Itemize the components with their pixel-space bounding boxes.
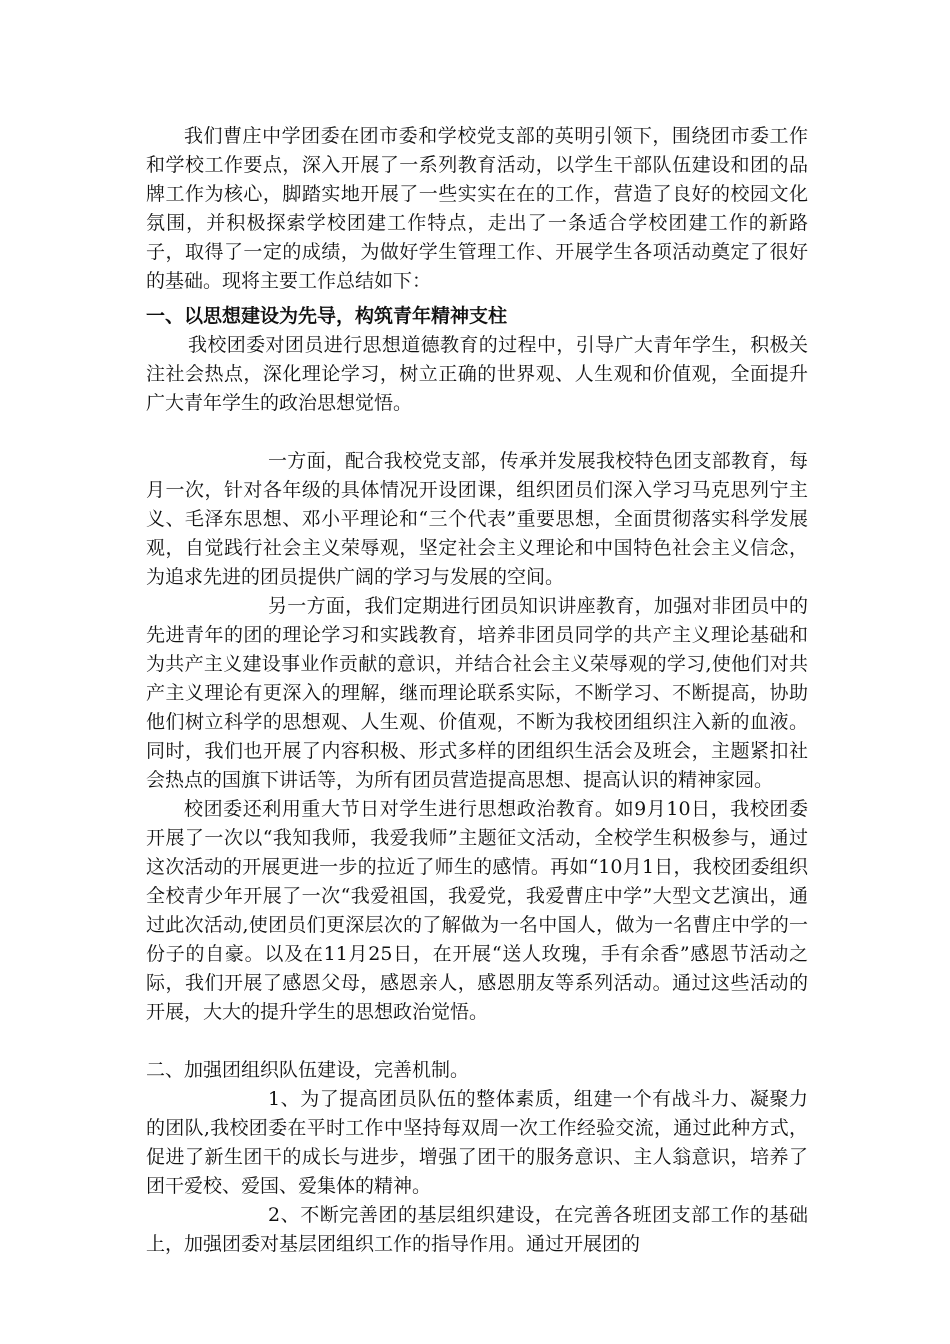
section-2-paragraph-2: 2、不断完善团的基层组织建设，在完善各班团支部工作的基础上，加强团委对基层团组织工作的指导作用。通过开展团的 <box>146 1204 808 1255</box>
section-1-paragraph-2: 一方面，配合我校党支部，传承并发展我校特色团支部教育，每月一次，针对各年级的具体情况开设团课，组织团员们深入学习马克思列宁主义、毛泽东思想、邓小平理论和“三个代表”重要思想，全面贯彻落实科学发展观，自觉践行社会主义荣辱观，坚定社会主义理论和中国特色社会主义信念，为追求先进的团员提供广阔的学习与发展的空间。 <box>146 450 808 588</box>
blank-line <box>146 418 808 447</box>
section-2-heading: 二、加强团组织队伍建设，完善机制。 <box>146 1059 470 1081</box>
section-1-paragraph-1: 我校团委对团员进行思想道德教育的过程中，引导广大青年学生，积极关注社会热点，深化理论学习，树立正确的世界观、人生观和价值观，全面提升广大青年学生的政治思想觉悟。 <box>146 334 808 414</box>
section-2-paragraph-1: 1、为了提高团员队伍的整体素质，组建一个有战斗力、凝聚力的团队,我校团委在平时工作中坚持每双周一次工作经验交流，通过此种方式，促进了新生团干的成长与进步，增强了团干的服务意识、主人翁意识，培养了团干爱校、爱国、爱集体的精神。 <box>146 1088 808 1197</box>
section-1-paragraph-3: 另一方面，我们定期进行团员知识讲座教育，加强对非团员中的先进青年的团的理论学习和实践教育，培养非团员同学的共产主义理论基础和为共产主义建设事业作贡献的意识，并结合社会主义荣辱观的学习,使他们对共产主义理论有更深入的理解，继而理论联系实际，不断学习、不断提高，协助他们树立科学的思想观、人生观、价值观，不断为我校团组织注入新的血液。同时，我们也开展了内容积极、形式多样的团组织生活会及班会，主题紧扣社会热点的国旗下讲话等，为所有团员营造提高思想、提高认识的精神家园。 <box>146 595 808 791</box>
blank-line <box>146 1027 808 1056</box>
intro-paragraph: 我们曹庄中学团委在团市委和学校党支部的英明引领下，围绕团市委工作和学校工作要点，深入开展了一系列教育活动，以学生干部队伍建设和团的品牌工作为核心，脚踏实地开展了一些实实在在的工作，营造了良好的校园文化氛围，并积极探索学校团建工作特点，走出了一条适合学校团建工作的新路子，取得了一定的成绩，为做好学生管理工作、开展学生各项活动奠定了很好的基础。现将主要工作总结如下： <box>146 125 808 292</box>
section-1-paragraph-4: 校团委还利用重大节日对学生进行思想政治教育。如9月10日，我校团委开展了一次以“我知我师，我爱我师”主题征文活动，全校学生积极参与，通过这次活动的开展更进一步的拉近了师生的感情。再如“10月1日，我校团委组织全校青少年开展了一次“我爱祖国，我爱党，我爱曹庄中学”大型文艺演出，通过此次活动,使团员们更深层次的了解做为一名中国人，做为一名曹庄中学的一份子的自豪。以及在11月25日，在开展“送人玫瑰，手有余香”感恩节活动之际，我们开展了感恩父母，感恩亲人，感恩朋友等系列活动。通过这些活动的开展，大大的提升学生的思想政治觉悟。 <box>146 798 808 1023</box>
document-body <box>146 122 808 1259</box>
section-1-heading: 一、以思想建设为先导，构筑青年精神支柱 <box>146 305 508 327</box>
